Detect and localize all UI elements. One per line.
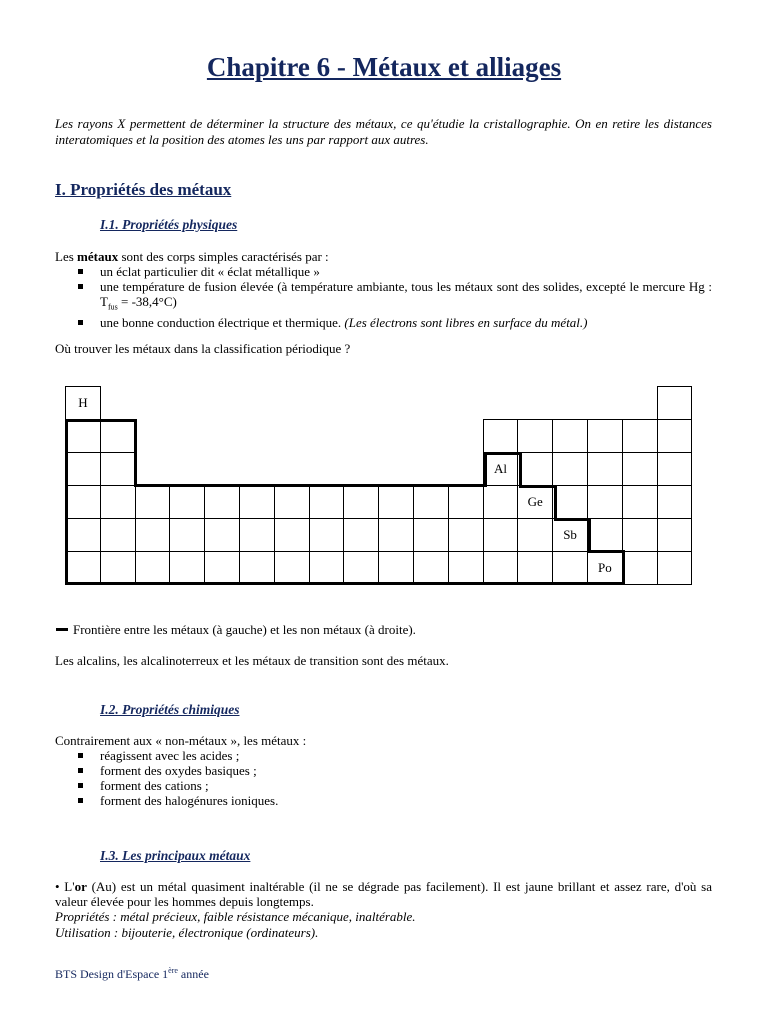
physical-properties-list: [78, 264, 712, 330]
table-cell: [483, 420, 518, 453]
table-cell: [309, 486, 344, 519]
table-cell: [309, 552, 344, 585]
table-cell: [344, 552, 379, 585]
table-cell: [205, 552, 240, 585]
frontier-line: [134, 484, 486, 487]
frontier-line: [588, 550, 624, 553]
lead-post: sont des corps simples caractérisés par :: [118, 249, 329, 264]
table-cell: [379, 552, 414, 585]
footer-text-end: année: [177, 967, 209, 981]
list-item: [78, 315, 712, 330]
table-cell: [66, 486, 101, 519]
table-cell: [657, 552, 692, 585]
list-item: [78, 279, 712, 315]
table-cell: [553, 453, 588, 486]
table-cell: [657, 420, 692, 453]
melting-value: = -38,4°C): [117, 294, 177, 309]
table-cell: [413, 486, 448, 519]
table-cell: [587, 420, 622, 453]
gold-properties: Propriétés : métal précieux, faible résistance mécanique, inaltérable.: [55, 909, 416, 924]
table-cell: [100, 453, 135, 486]
table-cell: [100, 420, 135, 453]
conduction-text: une bonne conduction électrique et thermique.: [100, 314, 342, 330]
table-cell-po: Po: [587, 552, 622, 585]
list-item: forment des cations ;: [78, 778, 712, 793]
page-title: Chapitre 6 - Métaux et alliages: [206, 52, 562, 82]
list-item: réagissent avec les acides ;: [78, 748, 712, 763]
table-cell: [170, 486, 205, 519]
gold-word: or: [74, 879, 87, 894]
table-cell: [205, 486, 240, 519]
table-cell: [483, 486, 518, 519]
lead-pre: Les: [55, 249, 78, 264]
frontier-line: [65, 582, 625, 585]
alkali-note: Les alcalins, les alcalinoterreux et les métaux de transition sont des métaux.: [55, 653, 449, 668]
table-cell: [135, 519, 170, 552]
table-cell: [66, 519, 101, 552]
table-cell: [413, 552, 448, 585]
table-cell: [448, 486, 483, 519]
gold-usage: Utilisation : bijouterie, électronique (ordinateurs).: [55, 925, 319, 940]
frontier-legend-mark: [56, 628, 68, 631]
table-cell: [587, 453, 622, 486]
gold-text: (Au) est un métal quasiment inaltérable (il ne se dégrade pas facilement). Il est jaune brillant et assez rare, d'où sa valeur élevée pour les hommes depuis longtemps.: [55, 879, 712, 909]
table-cell: [448, 519, 483, 552]
chemical-lead: Contrairement aux « non-métaux », les métaux :: [55, 733, 307, 748]
table-cell: [518, 552, 553, 585]
table-cell: [379, 486, 414, 519]
table-cell: [587, 486, 622, 519]
table-cell: [344, 486, 379, 519]
table-cell: [274, 552, 309, 585]
table-cell: [379, 519, 414, 552]
table-cell: [553, 486, 588, 519]
table-cell: [622, 519, 657, 552]
table-cell: [657, 519, 692, 552]
fus-subscript: fus: [107, 302, 118, 312]
table-cell: [239, 552, 274, 585]
table-cell: [622, 453, 657, 486]
table-cell: [100, 552, 135, 585]
table-cell-h: H: [66, 387, 101, 420]
gold-bullet: • L': [55, 879, 75, 894]
table-cell: [274, 519, 309, 552]
frontier-line: [134, 419, 137, 486]
table-cell: [518, 420, 553, 453]
table-cell: [657, 486, 692, 519]
melting-text: une température de fusion élevée (à température ambiante, tous les métaux sont des solides, excepté le mercure Hg : T: [100, 279, 712, 309]
table-cell: [622, 420, 657, 453]
table-cell: [274, 486, 309, 519]
table-cell-ge: Ge: [518, 486, 553, 519]
table-cell: [344, 519, 379, 552]
subsection-heading-chemical: I.2. Propriétés chimiques: [100, 702, 240, 717]
physical-lead: [55, 249, 329, 264]
table-cell-sb: Sb: [553, 519, 588, 552]
table-cell: [66, 420, 101, 453]
list-item: un éclat particulier dit « éclat métallique »: [78, 264, 712, 279]
frontier-line: [519, 452, 522, 487]
table-cell: [170, 552, 205, 585]
frontier-line: [554, 518, 590, 521]
table-cell: [205, 519, 240, 552]
page-footer: [55, 966, 209, 982]
table-cell: [483, 552, 518, 585]
table-cell: [657, 387, 692, 420]
table-cell: [553, 552, 588, 585]
table-cell: [309, 519, 344, 552]
table-cell: [657, 453, 692, 486]
table-cell-al: Al: [483, 453, 518, 486]
section-heading-properties: I. Propriétés des métaux: [55, 180, 232, 199]
list-item: forment des halogénures ioniques.: [78, 793, 712, 808]
intro-paragraph: Les rayons X permettent de déterminer la structure des métaux, ce qu'étudie la cristallographie. On en retire les distances interatomiques et la position des atomes les uns par rapport aux autres.: [55, 116, 712, 147]
frontier-line: [484, 452, 521, 455]
table-cell: [518, 519, 553, 552]
frontier-line: [65, 419, 136, 422]
electron-note: (Les électrons sont libres en surface du métal.): [344, 314, 588, 330]
table-cell: [413, 519, 448, 552]
frontier-line: [65, 419, 68, 584]
table-cell: [100, 486, 135, 519]
table-cell: [518, 453, 553, 486]
table-cell: [170, 519, 205, 552]
table-cell: [622, 486, 657, 519]
lead-bold: métaux: [77, 249, 119, 264]
table-cell: [587, 519, 622, 552]
table-cell: [135, 486, 170, 519]
table-cell: [239, 519, 274, 552]
table-cell: [66, 453, 101, 486]
gold-paragraph: [55, 879, 712, 909]
footer-text: BTS Design d'Espace 1: [55, 967, 169, 981]
table-cell: [448, 552, 483, 585]
periodic-question: Où trouver les métaux dans la classification périodique ?: [55, 341, 351, 356]
chemical-properties-list: [78, 748, 712, 808]
frontier-legend: Frontière entre les métaux (à gauche) et les non métaux (à droite).: [73, 622, 416, 637]
table-cell: [135, 552, 170, 585]
table-cell: [66, 552, 101, 585]
list-item: forment des oxydes basiques ;: [78, 763, 712, 778]
frontier-line: [484, 452, 487, 487]
table-cell: [239, 486, 274, 519]
subsection-heading-main-metals: I.3. Les principaux métaux: [100, 848, 251, 863]
table-cell: [622, 552, 657, 585]
footer-sup: ère: [168, 966, 178, 975]
subsection-heading-physical: I.1. Propriétés physiques: [100, 217, 238, 232]
table-cell: [553, 420, 588, 453]
frontier-line: [622, 550, 625, 584]
table-cell: [483, 519, 518, 552]
frontier-line: [519, 485, 556, 488]
frontier-line: [588, 518, 591, 553]
table-cell: [100, 519, 135, 552]
frontier-line: [554, 485, 557, 520]
